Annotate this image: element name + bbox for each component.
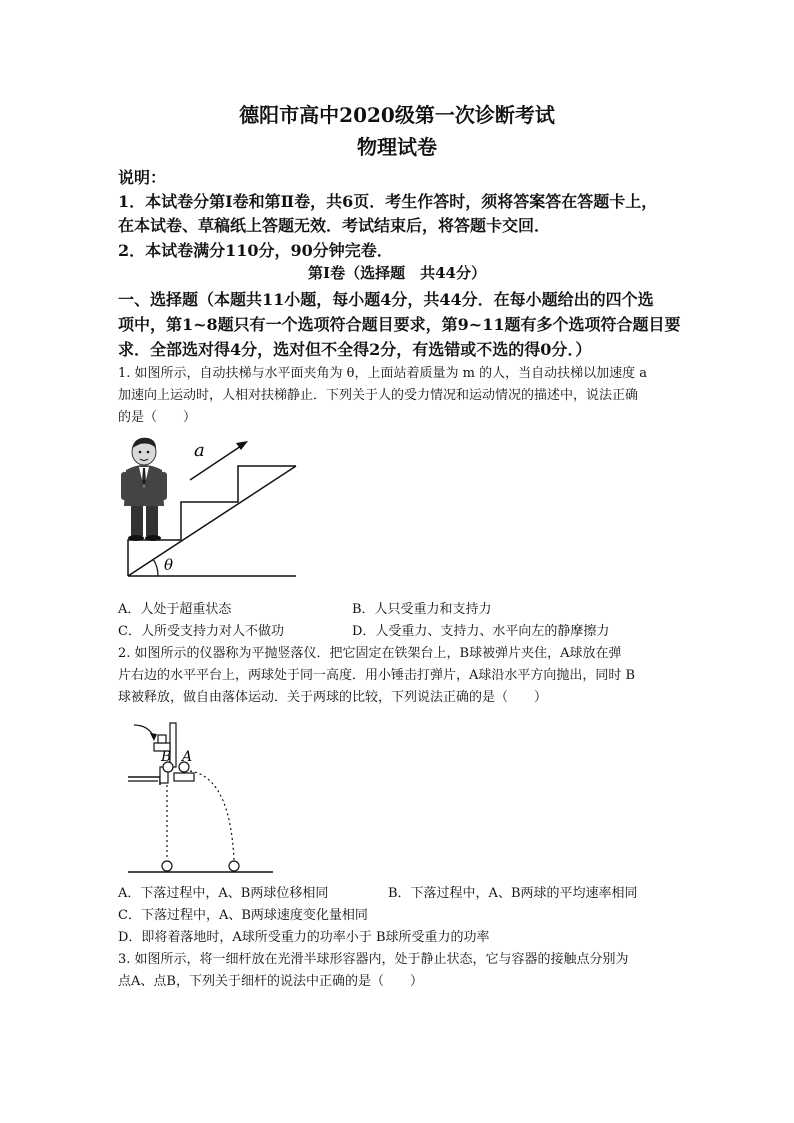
q2-label-a: A [182,749,193,765]
q1-option-b[interactable]: B．人只受重力和支持力 [352,602,492,617]
q3-stem-line1: 3. 如图所示，将一细杆放在光滑半球形容器内，处于静止状态，它与容器的接触点分别为 [118,952,629,967]
q1-option-a[interactable]: A．人处于超重状态 [118,602,232,617]
person-icon [121,438,167,541]
q1-escalator-figure [118,430,303,580]
instructions-heading: 说明： [118,168,167,187]
section-instruction-line2: 项中，第1~8题只有一个选项符合题目要求，第9~11题有多个选项符合题目要 [118,315,681,334]
q3-stem-line2: 点A、点B，下列关于细杆的说法中正确的是（ ） [118,974,423,989]
q2-option-c[interactable]: C．下落过程中，A、B两球速度变化量相同 [118,908,368,923]
q1-stem-line2: 加速向上运动时，人相对扶梯静止．下列关于人的受力情况和运动情况的描述中，说法正确 [118,388,639,403]
section-instruction-line3: 求．全部选对得4分，选对但不全得2分，有选错或不选的得0分．） [118,340,592,359]
exam-subtitle: 物理试卷 [357,135,437,159]
q2-stem-line3: 球被释放，做自由落体运动．关于两球的比较，下列说法正确的是（ ） [118,690,548,705]
q1-option-c[interactable]: C．人所受支持力对人不做功 [118,624,284,639]
q2-stem-line1: 2. 如图所示的仪器称为平抛竖落仪．把它固定在铁架台上，B球被弹片夹住，A球放在弹 [118,646,622,661]
instructions-item1-line2: 在本试卷、草稿纸上答题无效．考试结束后，将答题卡交回． [118,216,551,235]
q2-option-d[interactable]: D．即将着落地时，A球所受重力的功率小于 B球所受重力的功率 [118,930,490,945]
instructions-item1-line1: 1．本试卷分第Ⅰ卷和第Ⅱ卷，共6页．考生作答时，须将答案答在答题卡上， [118,192,658,211]
exam-title: 德阳市高中2020级第一次诊断考试 [239,103,555,127]
q1-stem-line1: 1. 如图所示，自动扶梯与水平面夹角为 θ，上面站着质量为 m 的人，当自动扶梯以加速度 a [118,366,647,381]
q2-label-b: B [161,749,172,765]
q2-option-a[interactable]: A．下落过程中，A、B两球位移相同 [118,886,329,901]
section-instruction-line1: 一、选择题（本题共11小题，每小题4分，共44分．在每小题给出的四个选 [118,290,654,309]
q2-option-b[interactable]: B．下落过程中，A、B两球的平均速率相同 [388,886,638,901]
q1-angle-label: θ [164,556,174,574]
q1-stem-line3: 的是（ ） [118,410,197,425]
q2-stem-line2: 片右边的水平平台上，两球处于同一高度．用小锤击打弹片，A球沿水平方向抛出，同时 B [118,668,636,683]
part1-title: 第Ⅰ卷（选择题 共44分） [308,264,486,282]
q2-apparatus-figure [118,715,278,877]
q1-accel-label: a [194,440,205,461]
q1-option-d[interactable]: D．人受重力、支持力、水平向左的静摩擦力 [352,624,610,639]
instructions-item2: 2．本试卷满分110分，90分钟完卷． [118,241,393,260]
